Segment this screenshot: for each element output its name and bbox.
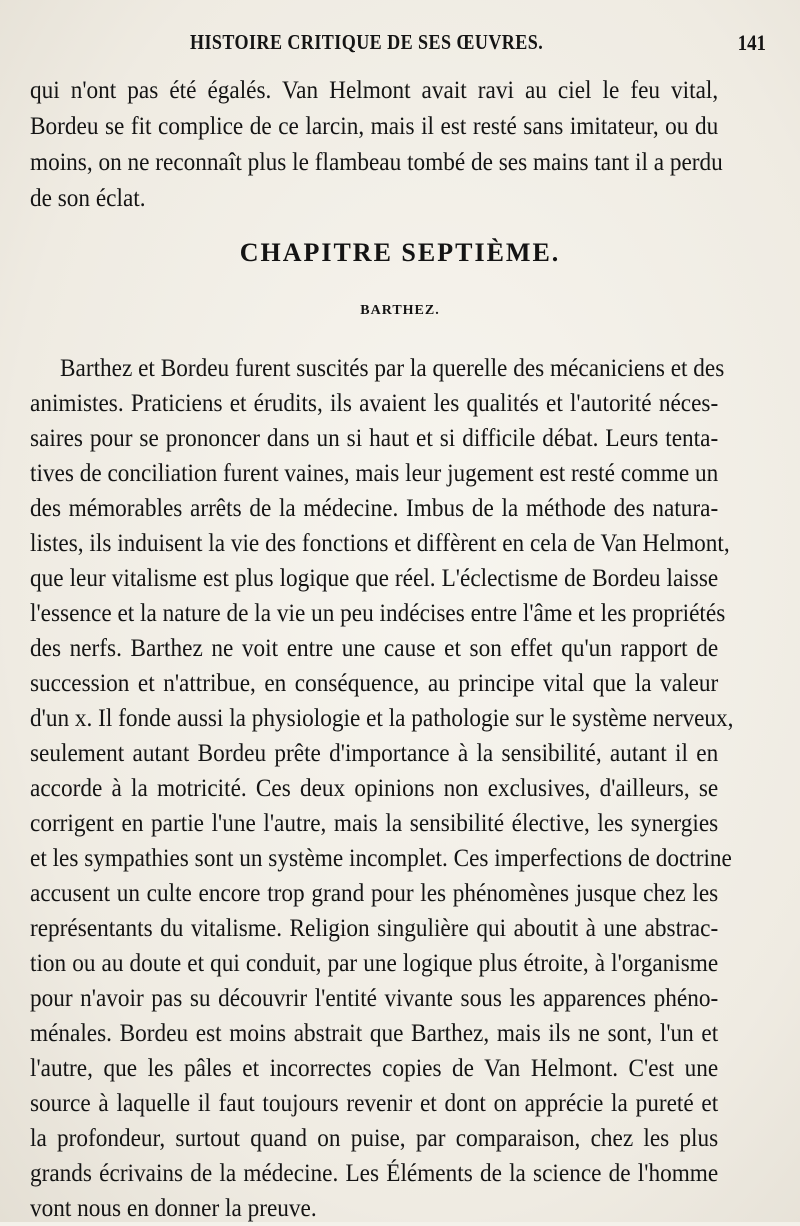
text-line: tives de conciliation furent vaines, mais leur jugement est resté comme un [30, 460, 719, 487]
text-line: Bordeu se fit complice de ce larcin, mais il est resté sans imitateur, ou du [30, 113, 719, 140]
text-line: grands écrivains de la médecine. Les Éléments de la science de l'homme [30, 1160, 719, 1187]
running-head: HISTOIRE CRITIQUE DE SES ŒUVRES. [190, 30, 544, 54]
text-line: accorde à la motricité. Ces deux opinions non exclusives, d'ailleurs, se [30, 775, 719, 802]
section-title: BARTHEZ. [360, 303, 440, 318]
text-line: l'autre, que les pâles et incorrectes copies de Van Helmont. C'est une [30, 1055, 719, 1082]
chapter-title: CHAPITRE SEPTIÈME. [239, 238, 561, 267]
text-line: vont nous en donner la preuve. [30, 1195, 317, 1222]
text-line: l'essence et la nature de la vie un peu indécises entre l'âme et les propriétés [30, 600, 726, 627]
text-line: la profondeur, surtout quand on puise, par comparaison, chez les plus [30, 1125, 719, 1152]
text-line: animistes. Praticiens et érudits, ils avaient les qualités et l'autorité néces- [30, 390, 719, 417]
text-line: pour n'avoir pas su découvrir l'entité vivante sous les apparences phéno- [30, 985, 719, 1012]
text-line: source à laquelle il faut toujours revenir et dont on apprécie la pureté et [30, 1090, 719, 1117]
text-line: succession et n'attribue, en conséquence, au principe vital que la valeur [30, 670, 719, 697]
text-line: accusent un culte encore trop grand pour les phénomènes jusque chez les [30, 880, 719, 907]
text-line: ménales. Bordeu est moins abstrait que Barthez, mais ils ne sont, l'un et [30, 1020, 719, 1047]
text-line: listes, ils induisent la vie des fonctions et diffèrent en cela de Van Helmont, [30, 530, 730, 557]
text-line: des mémorables arrêts de la médecine. Imbus de la méthode des natura- [30, 495, 719, 522]
text-line: saires pour se prononcer dans un si haut et si difficile débat. Leurs tenta- [30, 425, 719, 452]
text-line: seulement autant Bordeu prête d'importance à la sensibilité, autant il en [30, 740, 719, 767]
text-line: que leur vitalisme est plus logique que réel. L'éclectisme de Bordeu laisse [30, 565, 719, 592]
text-line: de son éclat. [30, 185, 146, 212]
text-line: Barthez et Bordeu furent suscités par la querelle des mécaniciens et des [60, 355, 725, 382]
text-line: corrigent en partie l'une l'autre, mais la sensibilité élective, les synergies [30, 810, 719, 837]
text-line: tion ou au doute et qui conduit, par une logique plus étroite, à l'organisme [30, 950, 719, 977]
text-line: des nerfs. Barthez ne voit entre une cause et son effet qu'un rapport de [30, 635, 719, 662]
text-line: moins, on ne reconnaît plus le flambeau tombé de ses mains tant il a perdu [30, 149, 723, 176]
text-line: représentants du vitalisme. Religion singulière qui aboutit à une abstrac- [30, 915, 719, 942]
text-line: qui n'ont pas été égalés. Van Helmont avait ravi au ciel le feu vital, [30, 77, 719, 104]
text-line: et les sympathies sont un système incomplet. Ces imperfections de doctrine [30, 845, 732, 872]
text-line: d'un x. Il fonde aussi la physiologie et la pathologie sur le système nerveux, [30, 705, 734, 732]
page-number: 141 [737, 30, 766, 55]
